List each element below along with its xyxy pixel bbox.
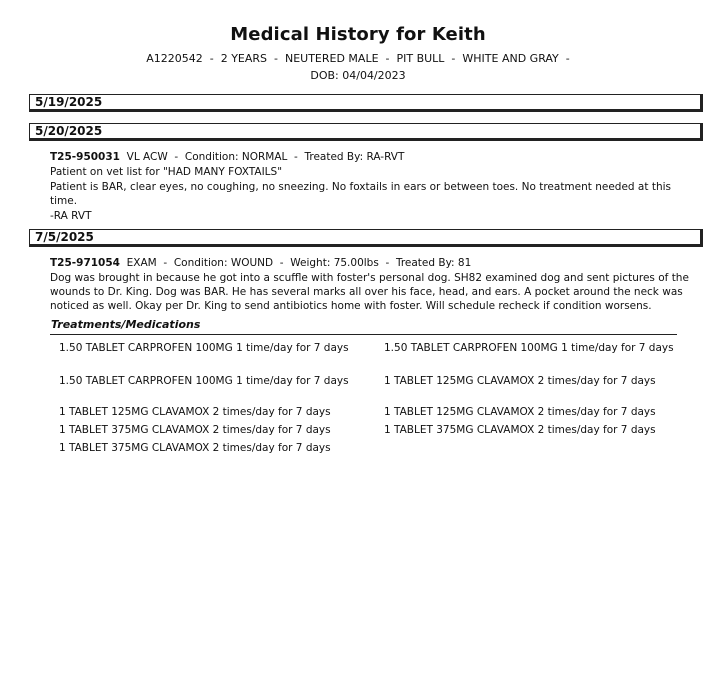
treatments-heading: Treatments/Medications (51, 318, 201, 331)
date-header-1 (29, 94, 703, 112)
date-header-2 (29, 123, 703, 141)
entry-header (50, 151, 404, 163)
treatment-item: 1.50 TABLET CARPROFEN 100MG 1 time/day for 7 days (59, 342, 349, 354)
treatment-item: 1.50 TABLET CARPROFEN 100MG 1 time/day for 7 days (59, 375, 349, 387)
record-id: T25-950031 (50, 151, 120, 163)
entry-note-line: Patient on vet list for "HAD MANY FOXTAILS" (50, 166, 283, 178)
date-label: 5/19/2025 (35, 95, 103, 109)
entry-note-text: Dog was brought in because he got into a scuffle with foster's personal dog. SH82 examined dog and sent pictures of the wounds to Dr. King. Dog was BAR. He has several marks all over his face, head, and ears. A pocket around the neck was noticed as well. Okay per Dr. King to send antibiotics home with foster. Will schedule recheck if condition worsens. (50, 272, 689, 313)
treatment-item: 1 TABLET 125MG CLAVAMOX 2 times/day for 7 days (384, 375, 656, 387)
treatment-item: 1.50 TABLET CARPROFEN 100MG 1 time/day for 7 days (384, 342, 674, 354)
treatment-item: 1 TABLET 125MG CLAVAMOX 2 times/day for 7 days (384, 406, 656, 418)
record-details: EXAM - Condition: WOUND - Weight: 75.00lbs - Treated By: 81 (119, 257, 472, 269)
date-label: 7/5/2025 (35, 230, 94, 244)
entry-header (50, 257, 471, 269)
date-of-birth: DOB: 04/04/2023 (310, 69, 406, 82)
record-id: T25-971054 (50, 257, 120, 269)
entry-note-text: Patient is BAR, clear eyes, no coughing, no sneezing. No foxtails in ears or between toes. No treatment needed at this time. (50, 181, 671, 208)
treatment-item: 1 TABLET 375MG CLAVAMOX 2 times/day for 7 days (59, 442, 331, 454)
patient-summary: A1220542 - 2 YEARS - NEUTERED MALE - PIT BULL - WHITE AND GRAY - (146, 52, 570, 65)
date-label: 5/20/2025 (35, 124, 103, 138)
record-details: VL ACW - Condition: NORMAL - Treated By: RA-RVT (119, 151, 405, 163)
page-title: Medical History for Keith (230, 24, 486, 45)
treatment-item: 1 TABLET 125MG CLAVAMOX 2 times/day for 7 days (59, 406, 331, 418)
treatment-item: 1 TABLET 375MG CLAVAMOX 2 times/day for 7 days (59, 424, 331, 436)
entry-note-signature: -RA RVT (50, 210, 92, 222)
date-header-3 (29, 229, 703, 247)
divider (50, 334, 677, 335)
treatment-item: 1 TABLET 375MG CLAVAMOX 2 times/day for 7 days (384, 424, 656, 436)
